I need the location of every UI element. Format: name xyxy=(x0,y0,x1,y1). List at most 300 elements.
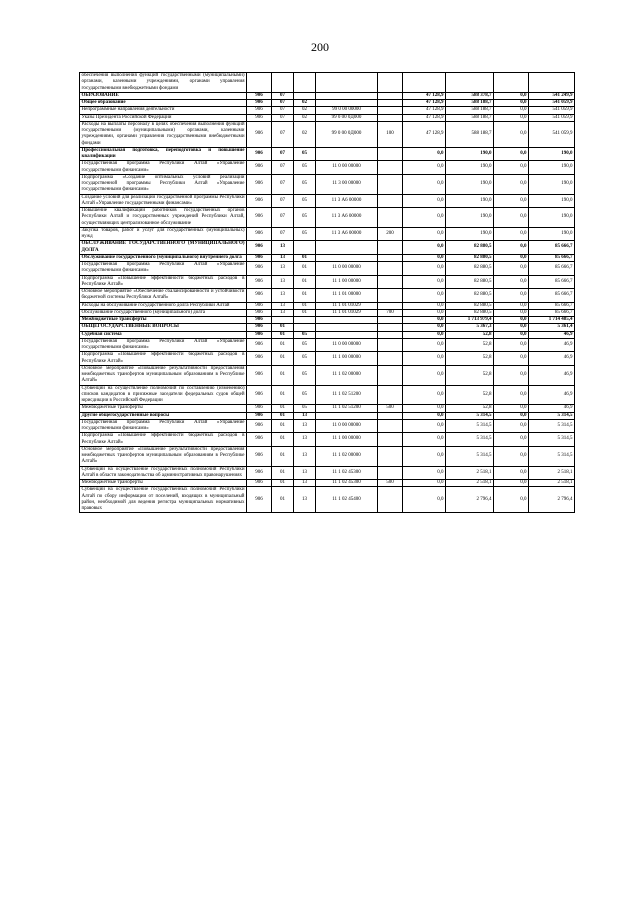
row-target-article: 11 1 01 00000 xyxy=(316,289,378,303)
row-sum-4: 190,0 xyxy=(529,147,575,161)
row-expense-type xyxy=(378,107,403,114)
table-row xyxy=(80,466,575,480)
row-sum-3: 0,0 xyxy=(494,254,529,261)
row-podrazdel xyxy=(294,92,316,99)
row-expense-type xyxy=(378,466,403,480)
row-expense-type xyxy=(378,487,403,513)
row-sum-3: 0,0 xyxy=(494,324,529,331)
row-target-article: 11 1 02 45300 xyxy=(316,466,378,480)
row-name: Подпрограмма «Повышение эффективности бюджетных расходов в Республике Алтай» xyxy=(81,433,245,445)
row-glava: 906 xyxy=(247,161,272,175)
row-sum-1: 0,0 xyxy=(403,338,446,352)
row-expense-type xyxy=(378,338,403,352)
row-sum-3: 0,0 xyxy=(494,302,529,309)
row-sum-2: 52,8 xyxy=(446,385,494,405)
row-sum-2: 588 188,7 xyxy=(446,107,494,114)
row-target-article: 11 1 02 00000 xyxy=(316,365,378,385)
row-sum-4: 85 666,7 xyxy=(529,241,575,255)
row-razdel: 01 xyxy=(272,331,294,338)
row-target-article: 11 3 00 00000 xyxy=(316,174,378,194)
row-expense-type: 100 xyxy=(378,121,403,147)
row-sum-4: 190,0 xyxy=(529,174,575,194)
row-sum-3: 0,0 xyxy=(494,241,529,255)
row-glava: 906 xyxy=(247,324,272,331)
row-expense-type xyxy=(378,241,403,255)
row-name: ОБРАЗОВАНИЕ xyxy=(80,92,247,99)
row-name: Общее образование xyxy=(80,100,247,107)
row-podrazdel: 01 xyxy=(294,309,316,316)
row-glava: 906 xyxy=(247,100,272,107)
table-row xyxy=(80,324,575,331)
row-podrazdel: 01 xyxy=(294,275,316,289)
row-name: ОБСЛУЖИВАНИЕ ГОСУДАРСТВЕННОГО (МУНИЦИПАЛЬНОГО) ДОЛГА xyxy=(81,241,245,253)
budget-table-body xyxy=(80,73,575,513)
row-glava: 906 xyxy=(247,331,272,338)
row-sum-3: 0,0 xyxy=(494,194,529,208)
row-sum-4: 85 666,7 xyxy=(529,309,575,316)
row-sum-1: 0,0 xyxy=(403,480,446,487)
row-sum-2: 588 188,7 xyxy=(446,114,494,121)
table-row xyxy=(80,275,575,289)
row-sum-1: 47 128,9 xyxy=(403,100,446,107)
row-sum-3: 0,0 xyxy=(494,275,529,289)
row-glava: 906 xyxy=(247,302,272,309)
row-sum-2: 82 880,5 xyxy=(446,275,494,289)
row-podrazdel xyxy=(294,324,316,331)
row-name: Судебная система xyxy=(80,331,247,338)
row-glava: 906 xyxy=(247,194,272,208)
row-name: Субвенции на осуществление полномочий по составлению (изменению) списков кандидатов в присяжные заседатели федеральных судов общей юрисдикции в Российской Федерации xyxy=(81,385,245,403)
row-name: Создание условий для реализации государственной программы Республики Алтай «Управление государственными финансами» xyxy=(81,194,245,206)
row-glava: 906 xyxy=(247,412,272,419)
table-row xyxy=(80,208,575,228)
row-sum-3: 0,0 xyxy=(494,385,529,405)
row-sum-1: 0,0 xyxy=(403,317,446,324)
row-razdel: 07 xyxy=(272,147,294,161)
row-expense-type xyxy=(378,262,403,276)
row-sum-3: 0,0 xyxy=(494,161,529,175)
row-sum-3 xyxy=(494,73,529,93)
row-sum-1 xyxy=(403,73,446,93)
row-podrazdel: 13 xyxy=(294,487,316,513)
row-podrazdel: 02 xyxy=(294,121,316,147)
row-razdel: 13 xyxy=(272,289,294,303)
row-sum-3: 0,0 xyxy=(494,100,529,107)
row-sum-1: 0,0 xyxy=(403,309,446,316)
row-sum-4: 1 714 485,4 xyxy=(529,317,575,324)
row-name: Государственная программа Республики Алтай «Управление государственными финансами» xyxy=(81,262,245,274)
table-row xyxy=(80,302,575,309)
row-razdel xyxy=(272,317,294,324)
row-razdel: 07 xyxy=(272,161,294,175)
row-sum-3: 0,0 xyxy=(494,446,529,466)
row-razdel: 01 xyxy=(272,365,294,385)
row-target-article xyxy=(316,412,378,419)
row-podrazdel xyxy=(294,241,316,255)
row-name: Основное мероприятие «Повышение результативности предоставления межбюджетных трансфертов муниципальным образованиям в Республике Алтай» xyxy=(81,365,245,384)
row-glava: 906 xyxy=(247,338,272,352)
row-sum-2: 82 880,5 xyxy=(446,241,494,255)
row-name: Государственная программа Республики Алтай «Управление государственными финансами» xyxy=(81,161,245,173)
row-target-article xyxy=(316,73,378,93)
row-sum-4: 5 314,5 xyxy=(529,446,575,466)
row-glava: 906 xyxy=(247,254,272,261)
row-name: Повышение квалификации работников государственных органов Республики Алтай и государственных учреждений Республики Алтай, осуществляющих централизованное обслуживание xyxy=(81,208,245,226)
table-row xyxy=(80,412,575,419)
row-sum-2: 190,0 xyxy=(446,147,494,161)
row-sum-2: 5 314,5 xyxy=(446,433,494,447)
table-row xyxy=(80,100,575,107)
row-sum-3: 0,0 xyxy=(494,365,529,385)
row-glava: 906 xyxy=(247,309,272,316)
row-sum-3: 0,0 xyxy=(494,317,529,324)
row-name: Основное мероприятие «Обеспечение сбалансированности и устойчивости бюджетной системы Республики Алтай» xyxy=(81,289,245,301)
row-sum-4: 85 666,7 xyxy=(529,302,575,309)
row-razdel: 07 xyxy=(272,174,294,194)
row-name: Обслуживание государственного (муниципального) долга xyxy=(80,309,247,316)
row-sum-4: 190,0 xyxy=(529,161,575,175)
row-target-article: 99 0 00 0Д000 xyxy=(316,114,378,121)
row-sum-2 xyxy=(446,73,494,93)
row-podrazdel: 01 xyxy=(294,289,316,303)
table-row xyxy=(80,227,575,241)
row-sum-1: 0,0 xyxy=(403,419,446,433)
row-sum-4: 5 314,5 xyxy=(529,433,575,447)
row-podrazdel: 02 xyxy=(294,114,316,121)
row-target-article: 11 3 А6 00000 xyxy=(316,208,378,228)
row-razdel: 01 xyxy=(272,466,294,480)
row-name: Основное мероприятие «Повышение результативности предоставления межбюджетных трансфертов муниципальным образованиям в Республике Алтай» xyxy=(81,446,245,465)
row-razdel: 13 xyxy=(272,262,294,276)
row-sum-2: 82 880,5 xyxy=(446,262,494,276)
row-expense-type xyxy=(378,317,403,324)
row-podrazdel: 05 xyxy=(294,405,316,412)
row-name: Межбюджетные трансферты xyxy=(80,317,247,324)
row-expense-type xyxy=(378,419,403,433)
row-sum-1: 0,0 xyxy=(403,331,446,338)
row-razdel: 01 xyxy=(272,419,294,433)
table-row xyxy=(80,338,575,352)
table-row xyxy=(80,147,575,161)
row-podrazdel: 13 xyxy=(294,466,316,480)
row-podrazdel: 13 xyxy=(294,446,316,466)
row-sum-2: 2 518,1 xyxy=(446,480,494,487)
row-razdel: 13 xyxy=(272,275,294,289)
row-podrazdel: 13 xyxy=(294,433,316,447)
row-glava: 906 xyxy=(247,419,272,433)
row-expense-type xyxy=(378,208,403,228)
row-glava: 906 xyxy=(247,147,272,161)
row-expense-type xyxy=(378,100,403,107)
row-sum-4: 85 666,7 xyxy=(529,289,575,303)
row-sum-1: 0,0 xyxy=(403,147,446,161)
row-target-article: 11 1 00 00000 xyxy=(316,352,378,366)
row-target-article xyxy=(316,254,378,261)
row-sum-2: 52,8 xyxy=(446,331,494,338)
row-sum-2: 588 188,7 xyxy=(446,121,494,147)
row-sum-2: 82 880,5 xyxy=(446,289,494,303)
row-razdel: 13 xyxy=(272,254,294,261)
row-podrazdel: 05 xyxy=(294,385,316,405)
row-sum-4: 85 666,7 xyxy=(529,275,575,289)
row-glava: 906 xyxy=(247,480,272,487)
row-name: Указы Президента Российской Федерации xyxy=(80,114,247,121)
row-glava: 906 xyxy=(247,365,272,385)
row-expense-type: 500 xyxy=(378,480,403,487)
row-expense-type xyxy=(378,324,403,331)
row-expense-type xyxy=(378,446,403,466)
row-sum-3: 0,0 xyxy=(494,227,529,241)
row-name: Государственная программа Республики Алтай «Управление государственными финансами» xyxy=(81,338,245,350)
row-sum-3: 0,0 xyxy=(494,262,529,276)
row-sum-3: 0,0 xyxy=(494,309,529,316)
row-expense-type: 500 xyxy=(378,405,403,412)
row-name: Подпрограмма «Повышение эффективности бюджетных расходов в Республике Алтай» xyxy=(81,275,245,287)
row-podrazdel: 05 xyxy=(294,147,316,161)
row-sum-2: 190,0 xyxy=(446,161,494,175)
row-razdel: 01 xyxy=(272,405,294,412)
budget-table xyxy=(79,72,575,513)
row-sum-1: 0,0 xyxy=(403,405,446,412)
row-target-article xyxy=(316,92,378,99)
row-sum-1: 0,0 xyxy=(403,433,446,447)
row-glava: 906 xyxy=(247,317,272,324)
row-name: Межбюджетные трансферты xyxy=(80,480,247,487)
row-sum-4: 46,9 xyxy=(529,331,575,338)
row-target-article: 99 0 00 0Д000 xyxy=(316,121,378,147)
row-sum-4: 5 361,4 xyxy=(529,324,575,331)
row-sum-4 xyxy=(529,73,575,93)
table-row xyxy=(80,405,575,412)
table-row xyxy=(80,309,575,316)
row-sum-1: 0,0 xyxy=(403,352,446,366)
row-podrazdel: 05 xyxy=(294,352,316,366)
row-razdel: 01 xyxy=(272,324,294,331)
row-razdel: 01 xyxy=(272,446,294,466)
row-sum-2: 5 314,5 xyxy=(446,412,494,419)
row-name: обеспечения выполнения функций государственными (муниципальными) органами, казенными учреждениями, органами управления государственными внебюджетными фондами xyxy=(81,73,245,91)
row-expense-type xyxy=(378,147,403,161)
row-glava: 906 xyxy=(247,352,272,366)
row-expense-type xyxy=(378,275,403,289)
table-row xyxy=(80,446,575,466)
row-target-article xyxy=(316,147,378,161)
row-sum-1: 0,0 xyxy=(403,324,446,331)
row-expense-type: 200 xyxy=(378,227,403,241)
row-sum-1: 0,0 xyxy=(403,208,446,228)
row-razdel: 01 xyxy=(272,487,294,513)
row-glava: 906 xyxy=(247,208,272,228)
row-podrazdel: 13 xyxy=(294,419,316,433)
row-name: Закупка товаров, работ и услуг для государственных (муниципальных) нужд xyxy=(81,227,245,239)
row-sum-4: 2 518,1 xyxy=(529,480,575,487)
row-glava: 906 xyxy=(247,227,272,241)
row-glava: 906 xyxy=(247,275,272,289)
row-expense-type xyxy=(378,433,403,447)
row-razdel: 13 xyxy=(272,241,294,255)
row-glava: 906 xyxy=(247,92,272,99)
row-sum-2: 2 518,1 xyxy=(446,466,494,480)
row-podrazdel: 05 xyxy=(294,194,316,208)
row-sum-4: 46,9 xyxy=(529,352,575,366)
row-sum-4: 541 249,9 xyxy=(529,92,575,99)
row-sum-2: 52,8 xyxy=(446,338,494,352)
row-glava: 906 xyxy=(247,114,272,121)
row-sum-3: 0,0 xyxy=(494,480,529,487)
row-sum-4: 46,9 xyxy=(529,385,575,405)
row-sum-4: 46,9 xyxy=(529,338,575,352)
row-name: Другие общегосударственные вопросы xyxy=(80,412,247,419)
row-sum-1: 0,0 xyxy=(403,365,446,385)
row-sum-2: 2 796,4 xyxy=(446,487,494,513)
row-razdel: 07 xyxy=(272,227,294,241)
row-sum-2: 190,0 xyxy=(446,227,494,241)
row-razdel: 13 xyxy=(272,302,294,309)
row-expense-type xyxy=(378,365,403,385)
row-glava: 906 xyxy=(247,466,272,480)
row-podrazdel: 05 xyxy=(294,227,316,241)
row-target-article xyxy=(316,331,378,338)
row-sum-1: 0,0 xyxy=(403,254,446,261)
row-target-article xyxy=(316,317,378,324)
row-name: ОБЩЕГОСУДАРСТВЕННЫЕ ВОПРОСЫ xyxy=(80,324,247,331)
row-sum-2: 52,8 xyxy=(446,365,494,385)
row-sum-3: 0,0 xyxy=(494,412,529,419)
row-sum-3: 0,0 xyxy=(494,121,529,147)
row-name: Межбюджетные трансферты xyxy=(80,405,247,412)
table-row xyxy=(80,331,575,338)
row-sum-4: 2 518,1 xyxy=(529,466,575,480)
row-sum-2: 82 880,5 xyxy=(446,254,494,261)
row-name: Подпрограмма «Повышение эффективности бюджетных расходов в Республике Алтай» xyxy=(81,352,245,364)
row-podrazdel: 05 xyxy=(294,331,316,338)
row-sum-1: 0,0 xyxy=(403,161,446,175)
row-podrazdel: 05 xyxy=(294,338,316,352)
row-sum-2: 5 367,3 xyxy=(446,324,494,331)
row-razdel: 01 xyxy=(272,433,294,447)
row-name: Подпрограмма «Создание оптимальных условий реализации государственной программы Республики Алтай «Управление государственными финансами» xyxy=(81,174,245,193)
row-name: Непрограммные направления деятельности xyxy=(80,107,247,114)
row-sum-1: 0,0 xyxy=(403,412,446,419)
row-razdel: 01 xyxy=(272,352,294,366)
row-razdel: 07 xyxy=(272,121,294,147)
row-target-article: 11 1 02 45400 xyxy=(316,487,378,513)
row-sum-4: 85 666,7 xyxy=(529,262,575,276)
row-sum-2: 52,8 xyxy=(446,405,494,412)
table-row xyxy=(80,487,575,513)
row-sum-4: 2 796,4 xyxy=(529,487,575,513)
row-sum-3: 0,0 xyxy=(494,289,529,303)
row-sum-4: 190,0 xyxy=(529,194,575,208)
row-sum-3: 0,0 xyxy=(494,147,529,161)
row-sum-1: 47 128,9 xyxy=(403,92,446,99)
row-sum-3: 0,0 xyxy=(494,107,529,114)
row-podrazdel: 02 xyxy=(294,100,316,107)
row-podrazdel: 05 xyxy=(294,161,316,175)
row-name: Субвенции на осуществление государственных полномочий Республики Алтай в области законодательства об административных правонарушениях xyxy=(81,466,245,478)
row-sum-1: 0,0 xyxy=(403,289,446,303)
row-sum-4: 46,9 xyxy=(529,365,575,385)
row-sum-2: 190,0 xyxy=(446,174,494,194)
row-podrazdel xyxy=(294,73,316,93)
row-sum-2: 190,0 xyxy=(446,194,494,208)
row-sum-3: 0,0 xyxy=(494,92,529,99)
row-sum-3: 0,0 xyxy=(494,405,529,412)
row-podrazdel: 01 xyxy=(294,262,316,276)
table-row xyxy=(80,121,575,147)
row-razdel: 01 xyxy=(272,412,294,419)
row-target-article: 11 1 02 51200 xyxy=(316,405,378,412)
row-podrazdel: 13 xyxy=(294,412,316,419)
row-glava: 906 xyxy=(247,487,272,513)
table-row xyxy=(80,419,575,433)
row-target-article: 11 1 02 51200 xyxy=(316,385,378,405)
row-glava: 906 xyxy=(247,107,272,114)
row-sum-4: 541 059,9 xyxy=(529,121,575,147)
row-sum-3: 0,0 xyxy=(494,114,529,121)
row-sum-2: 5 314,5 xyxy=(446,419,494,433)
row-razdel: 07 xyxy=(272,100,294,107)
table-row xyxy=(80,317,575,324)
row-sum-1: 47 128,9 xyxy=(403,107,446,114)
row-sum-2: 1 713 979,4 xyxy=(446,317,494,324)
row-sum-2: 82 880,5 xyxy=(446,302,494,309)
row-glava: 906 xyxy=(247,121,272,147)
row-sum-4: 46,9 xyxy=(529,405,575,412)
row-sum-1: 0,0 xyxy=(403,194,446,208)
table-row xyxy=(80,254,575,261)
row-target-article: 11 0 00 00000 xyxy=(316,262,378,276)
row-razdel: 07 xyxy=(272,194,294,208)
row-sum-4: 190,0 xyxy=(529,208,575,228)
row-razdel: 07 xyxy=(272,208,294,228)
row-sum-1: 0,0 xyxy=(403,227,446,241)
row-razdel: 07 xyxy=(272,107,294,114)
row-sum-3: 0,0 xyxy=(494,419,529,433)
row-razdel: 01 xyxy=(272,385,294,405)
row-glava: 906 xyxy=(247,174,272,194)
row-sum-3: 0,0 xyxy=(494,487,529,513)
row-glava: 906 xyxy=(247,385,272,405)
row-razdel: 13 xyxy=(272,309,294,316)
row-name: Расходы на обслуживание государственного долга Республики Алтай xyxy=(80,302,247,309)
row-name: Обслуживание государственного (муниципального) внутреннего долга xyxy=(80,254,247,261)
row-razdel: 01 xyxy=(272,480,294,487)
table-row xyxy=(80,385,575,405)
row-sum-2: 5 314,5 xyxy=(446,446,494,466)
row-podrazdel: 01 xyxy=(294,302,316,309)
row-sum-1: 0,0 xyxy=(403,262,446,276)
page-number: 200 xyxy=(311,40,329,54)
row-sum-4: 5 314,5 xyxy=(529,412,575,419)
row-sum-1: 0,0 xyxy=(403,385,446,405)
row-glava: 906 xyxy=(247,446,272,466)
row-expense-type xyxy=(378,73,403,93)
row-sum-4: 541 059,9 xyxy=(529,107,575,114)
table-row xyxy=(80,241,575,255)
row-expense-type xyxy=(378,194,403,208)
row-name: Государственная программа Республики Алтай «Управление государственными финансами» xyxy=(81,419,245,431)
row-sum-3: 0,0 xyxy=(494,174,529,194)
row-sum-1: 0,0 xyxy=(403,302,446,309)
row-podrazdel: 02 xyxy=(294,107,316,114)
row-sum-4: 5 314,5 xyxy=(529,419,575,433)
row-expense-type: 700 xyxy=(378,309,403,316)
row-sum-1: 47 128,9 xyxy=(403,121,446,147)
row-sum-1: 0,0 xyxy=(403,275,446,289)
row-name: Субвенции на осуществление государственных полномочий Республики Алтай по сбору информации от поселений, входящих в муниципальный район, необходимой для ведения регистра муниципальных нормативных правовых xyxy=(81,487,245,511)
row-glava: 906 xyxy=(247,289,272,303)
